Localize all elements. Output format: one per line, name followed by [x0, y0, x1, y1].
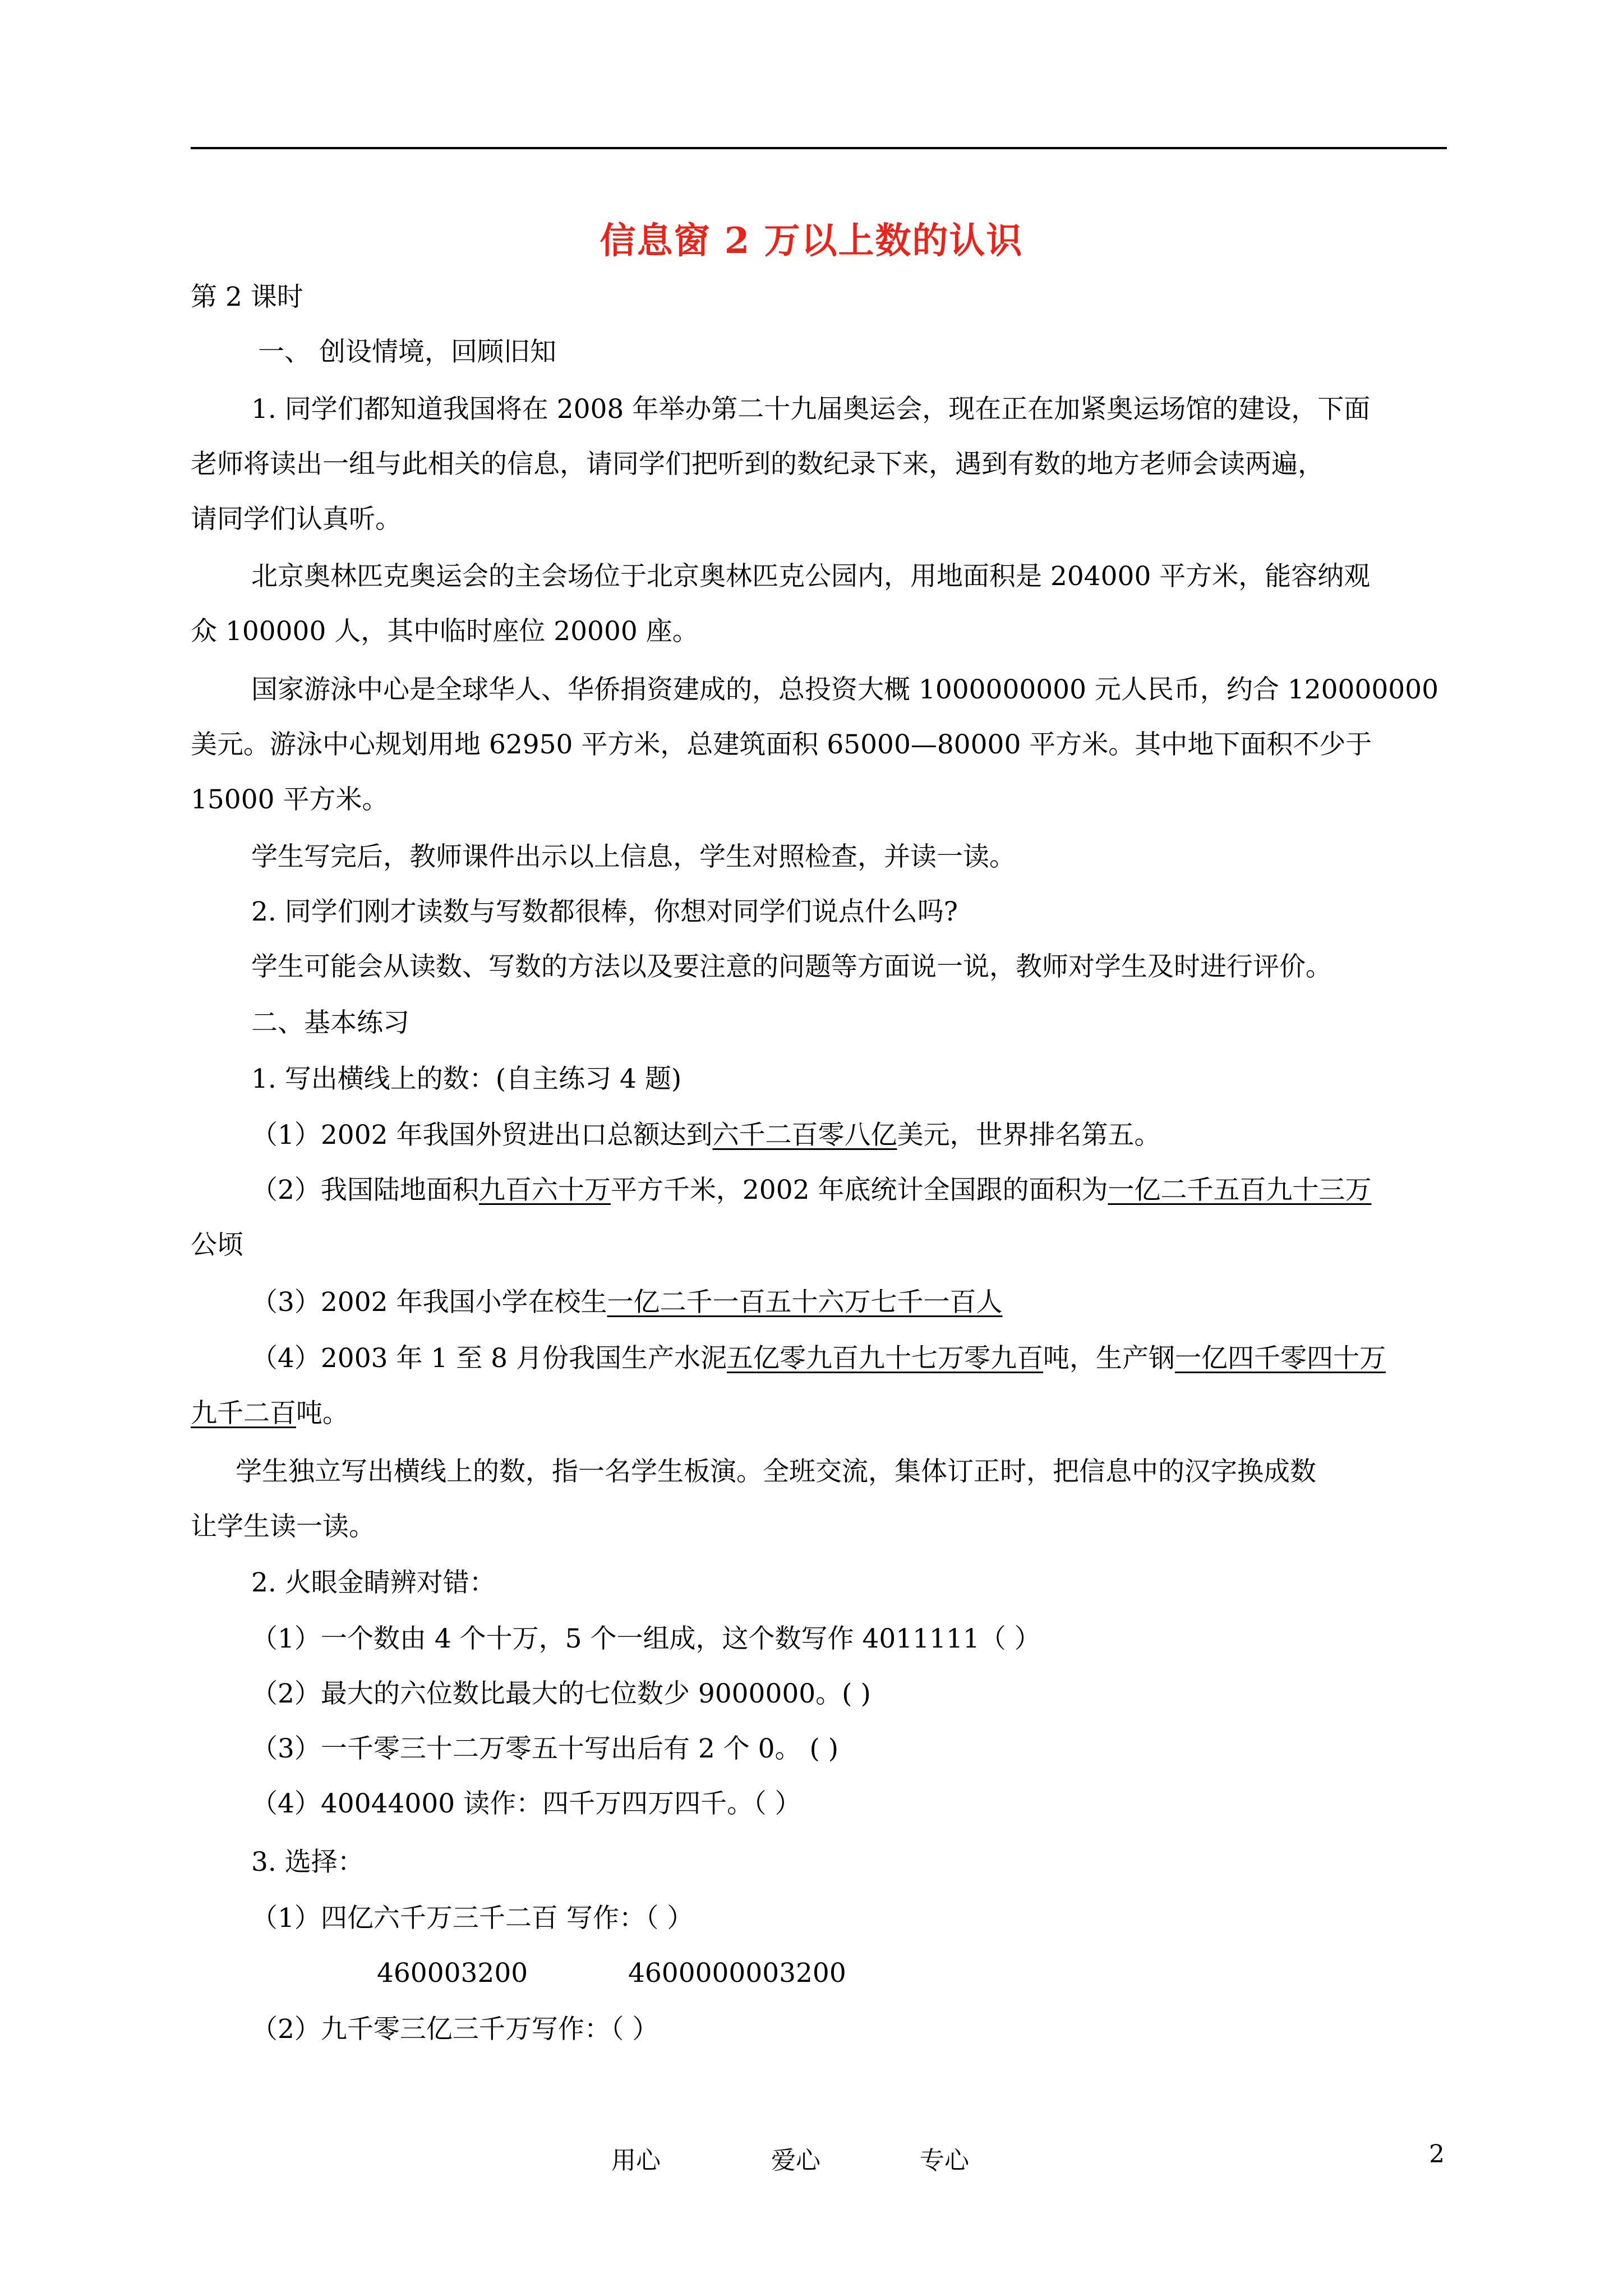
answer-underline: 一亿四千零四十万 — [1175, 1343, 1386, 1374]
para-5: 2. 同学们刚才读数与写数都很棒，你想对同学们说点什么吗? — [251, 896, 958, 927]
para-2-line-1: 北京奥林匹克奥运会的主会场位于北京奥林匹克公园内，用地面积是 204000 平方米，能容纳观 — [251, 561, 1371, 592]
exercise-2-item-2: （2）最大的六位数比最大的七位数少 9000000。( ) — [251, 1678, 871, 1709]
answer-underline: 九千二百 — [191, 1398, 296, 1429]
para-1-line-2: 老师将读出一组与此相关的信息，请同学们把听到的数纪录下来，遇到有数的地方老师会读两遍， — [191, 449, 1324, 480]
exercise-3-question-2: （2）九千零三亿三千万写作：（ ） — [251, 2014, 659, 2045]
header-rule — [191, 147, 1447, 149]
exercise-3-question-1: （1）四亿六千万三千二百 写作：（ ） — [251, 1903, 694, 1934]
para-1-line-3: 请同学们认真听。 — [191, 504, 402, 535]
footer-text-1: 用心 — [611, 2146, 661, 2175]
lesson-label: 第 2 课时 — [191, 282, 303, 312]
answer-underline: 一亿二千五百九十三万 — [1108, 1175, 1372, 1205]
answer-underline: 五亿零九百九十七万零九百 — [727, 1343, 1044, 1374]
exercise-1-item-3: （3）2002 年我国小学在校生一亿二千一百五十六万七千一百人 — [251, 1287, 1003, 1318]
section-1-heading: 一、 创设情境，回顾旧知 — [258, 337, 556, 367]
exercise-2-item-4: （4）40044000 读作：四千万四万四千。（ ） — [251, 1788, 801, 1819]
para-7-line-2: 让学生读一读。 — [191, 1511, 375, 1542]
page-number: 2 — [1429, 2140, 1445, 2169]
para-1-line-1: 1. 同学们都知道我国将在 2008 年举办第二十九届奥运会，现在正在加紧奥运场馆的建设，下面 — [251, 394, 1371, 425]
answer-underline: 九百六十万 — [478, 1175, 611, 1205]
section-2-heading: 二、基本练习 — [251, 1007, 409, 1038]
exercise-1-item-2: （2）我国陆地面积九百六十万平方千米，2002 年底统计全国跟的面积为一亿二千五百九十三万 — [251, 1175, 1372, 1205]
exercise-3-option-2: 4600000003200 — [628, 1958, 846, 1989]
exercise-1-item-4-cont: 九千二百吨。 — [191, 1398, 349, 1429]
para-4: 学生写完后，教师课件出示以上信息，学生对照检查，并读一读。 — [251, 841, 1016, 872]
para-6: 学生可能会从读数、写数的方法以及要注意的问题等方面说一说，教师对学生及时进行评价。 — [251, 951, 1332, 982]
exercise-2-heading: 2. 火眼金睛辨对错： — [251, 1567, 496, 1598]
para-7-line-1: 学生独立写出横线上的数，指一名学生板演。全班交流，集体订正时，把信息中的汉字换成数 — [236, 1456, 1316, 1487]
para-2-line-2: 众 100000 人，其中临时座位 20000 座。 — [191, 616, 699, 647]
footer-text-3: 专心 — [920, 2146, 969, 2175]
answer-underline: 一亿二千一百五十六万七千一百人 — [607, 1287, 1003, 1318]
page-title: 信息窗 2 万以上数的认识 — [600, 220, 1023, 262]
para-3-line-3: 15000 平方米。 — [191, 784, 389, 815]
exercise-1-heading: 1. 写出横线上的数：(自主练习 4 题) — [251, 1064, 682, 1094]
para-3-line-2: 美元。游泳中心规划用地 62950 平方米，总建筑面积 65000—80000 平方米。其中地下面积不少于 — [191, 729, 1372, 760]
footer-text-2: 爱心 — [771, 2146, 820, 2175]
exercise-2-item-3: （3）一千零三十二万零五十写出后有 2 个 0。 ( ) — [251, 1733, 839, 1764]
answer-underline: 六千二百零八亿 — [712, 1120, 897, 1151]
exercise-1-item-2-cont: 公顷 — [191, 1230, 243, 1260]
exercise-1-item-4: （4）2003 年 1 至 8 月份我国生产水泥五亿零九百九十七万零九百吨，生产钢一亿四千零四十万 — [251, 1343, 1386, 1374]
para-3-line-1: 国家游泳中心是全球华人、华侨捐资建成的，总投资大概 1000000000 元人民币，约合 120000000 — [251, 674, 1438, 705]
exercise-3-heading: 3. 选择： — [251, 1847, 364, 1878]
exercise-3-option-1: 460003200 — [377, 1958, 528, 1989]
exercise-1-item-1: （1）2002 年我国外贸进出口总额达到六千二百零八亿美元，世界排名第五。 — [251, 1120, 1161, 1151]
exercise-2-item-1: （1）一个数由 4 个十万，5 个一组成，这个数写作 4011111（ ） — [251, 1623, 1041, 1654]
